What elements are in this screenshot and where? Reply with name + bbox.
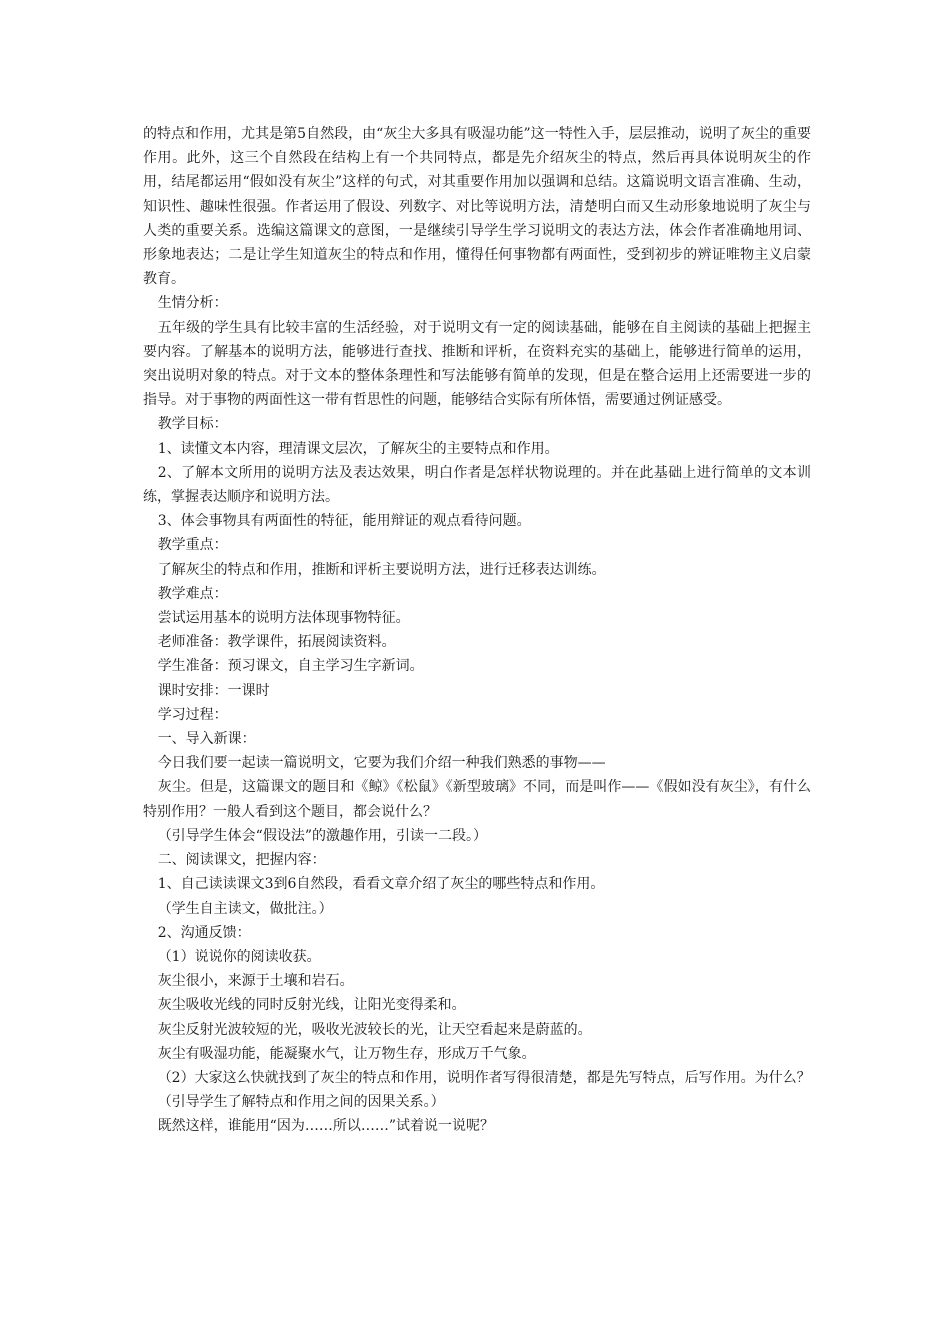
student-preparation: 学生准备：预习课文，自主学习生字新词。 bbox=[157, 658, 424, 675]
goal-item-1: 1、读懂文本内容，理清课文层次，了解灰尘的主要特点和作用。 bbox=[157, 440, 559, 457]
document-body bbox=[143, 122, 811, 1139]
section-2-title: 二、阅读课文，把握内容： bbox=[157, 852, 326, 869]
section-2-step-1: 1、自己读读课文3到6自然段，看看文章介绍了灰尘的哪些特点和作用。 bbox=[157, 876, 605, 893]
paragraph-student-analysis: 五年级的学生具有比较丰富的生活经验，对于说明文有一定的阅读基础，能够在自主阅读的基础上把握主要内容。了解基本的说明方法，能够进行查找、推断和评析，在资料充实的基础上，能够进行简单的运用，突出说明对象的特点。对于文本的整体条理性和写法能够有简单的发现，但是在整合运用上还需要进一步的指导。对于事物的两面性这一带有哲思性的问题，能够结合实际有所体悟，需要通过例证感受。 bbox=[143, 319, 811, 409]
heading-learning-process: 学习过程： bbox=[157, 706, 228, 723]
section-1-paragraph-2: 灰尘。但是，这篇课文的题目和《鲸》《松鼠》《新型玻璃》不同，而是叫作——《假如没有灰尘》，有什么特别作用？一般人看到这个题目，都会说什么？ bbox=[143, 779, 811, 820]
dust-fact-3: 灰尘反射光波较短的光，吸收光波较长的光，让天空看起来是蔚蓝的。 bbox=[157, 1021, 592, 1038]
dust-fact-2: 灰尘吸收光线的同时反射光线，让阳光变得柔和。 bbox=[157, 997, 466, 1014]
paragraph-teaching-difficulty: 尝试运用基本的说明方法体现事物特征。 bbox=[157, 610, 410, 627]
goal-item-3: 3、体会事物具有两面性的特征，能用辩证的观点看待问题。 bbox=[157, 513, 531, 530]
section-2-step-1-note: （学生自主读文，做批注。） bbox=[157, 900, 333, 917]
section-1-title: 一、导入新课： bbox=[157, 731, 256, 748]
section-2-step-2: 2、沟通反馈： bbox=[157, 924, 251, 941]
heading-teaching-difficulty: 教学难点： bbox=[157, 585, 228, 602]
teacher-preparation: 老师准备：教学课件，拓展阅读资料。 bbox=[157, 634, 396, 651]
dust-fact-4: 灰尘有吸湿功能，能凝聚水气，让万物生存，形成万千气象。 bbox=[157, 1045, 536, 1062]
heading-teaching-goals: 教学目标： bbox=[157, 416, 228, 433]
heading-teaching-focus: 教学重点： bbox=[157, 537, 228, 554]
goal-item-2: 2、了解本文所用的说明方法及表达效果，明白作者是怎样状物说理的。并在此基础上进行简单的文本训练，掌握表达顺序和说明方法。 bbox=[143, 464, 811, 506]
dust-fact-1: 灰尘很小，来源于土壤和岩石。 bbox=[157, 973, 354, 990]
class-schedule: 课时安排：一课时 bbox=[157, 682, 270, 699]
section-2-subitem-2-note: （引导学生了解特点和作用之间的因果关系。） bbox=[157, 1094, 445, 1111]
section-2-closing-question: 既然这样，谁能用“因为……所以……”试着说一说呢？ bbox=[157, 1118, 495, 1135]
section-2-subitem-1: （1）说说你的阅读收获。 bbox=[157, 948, 321, 965]
heading-student-analysis: 生情分析： bbox=[157, 295, 228, 312]
section-1-note: （引导学生体会“假设法”的激趣作用，引读一二段。） bbox=[157, 827, 488, 844]
paragraph-teaching-focus: 了解灰尘的特点和作用，推断和评析主要说明方法，进行迁移表达训练。 bbox=[157, 561, 606, 578]
section-1-paragraph-1: 今日我们要一起读一篇说明文，它要为我们介绍一种我们熟悉的事物—— bbox=[157, 755, 606, 772]
paragraph-intro-continued: 的特点和作用，尤其是第5自然段，由“灰尘大多具有吸湿功能”这一特性入手，层层推动，说明了灰尘的重要作用。此外，这三个自然段在结构上有一个共同特点，都是先介绍灰尘的特点，然后再具体说明灰尘的作用，结尾都运用“假如没有灰尘”这样的句式，对其重要作用加以强调和总结。这篇说明文语言准确、生动，知识性、趣味性很强。作者运用了假设、列数字、对比等说明方法，清楚明白而又生动形象地说明了灰尘与人类的重要关系。选编这篇课文的意图，一是继续引导学生学习说明文的表达方法，体会作者准确地用词、形象地表达；二是让学生知道灰尘的特点和作用，懂得任何事物都有两面性，受到初步的辨证唯物主义启蒙教育。 bbox=[143, 126, 811, 288]
section-2-subitem-2: （2）大家这么快就找到了灰尘的特点和作用，说明作者写得很清楚，都是先写特点，后写作用。为什么？ bbox=[157, 1069, 811, 1086]
